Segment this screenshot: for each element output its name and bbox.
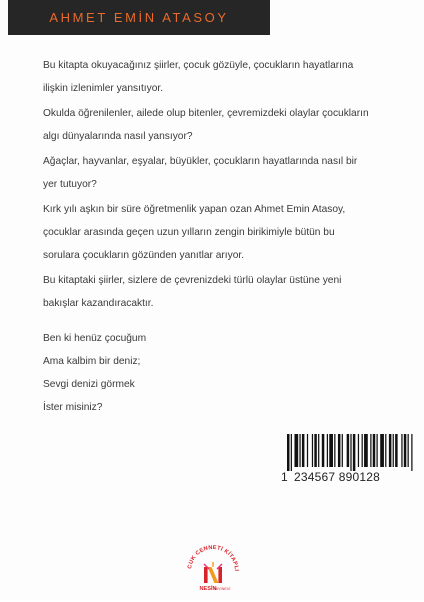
paragraph: Kırk yılı aşkın bir süre öğretmenlik yapan ozan Ahmet Emin Atasoy, çocuklar arasında geçen uzun yılların zengin birikimiyle bütün bu sorulara çocukların gözünden yanıtlar arıyor. — [43, 204, 346, 261]
barcode-bar — [287, 434, 289, 471]
barcode-bar — [302, 434, 304, 467]
publisher-logo — [183, 537, 243, 597]
logo-bar — [204, 567, 208, 583]
barcode-bar — [294, 434, 298, 467]
barcode-bar — [373, 434, 375, 467]
paragraph: Bu kitapta okuyacağınız şiirler, çocuk gözüyle, çocukların hayatlarına ilişkin izlenimler yansıtıyor. — [43, 60, 354, 94]
barcode-bar — [362, 434, 363, 467]
nesin-logo-icon — [183, 537, 243, 597]
barcode-bar — [338, 434, 340, 467]
barcode-bar — [291, 434, 292, 471]
barcode — [283, 434, 415, 484]
barcode-bar — [376, 434, 377, 467]
paragraph: Okulda öğrenilenler, ailede olup bitenler, çevremizdeki olaylar çocukların algı dünyalarında nasıl yansıyor? — [43, 108, 369, 142]
poem-line: Sevgi denizi görmek — [43, 379, 135, 390]
logo-bar — [218, 567, 222, 583]
barcode-bar — [364, 434, 368, 467]
barcode-bar — [389, 434, 391, 467]
logo-diagonal — [208, 567, 219, 583]
barcode-bar — [329, 434, 333, 467]
barcode-bar — [358, 434, 359, 467]
barcode-bar — [411, 434, 412, 471]
publisher-suffix: YAYINEVİ — [213, 587, 231, 591]
barcode-bar — [322, 434, 324, 467]
barcode-bar — [307, 434, 308, 467]
barcode-bar — [350, 434, 351, 471]
barcode-bar — [347, 434, 349, 467]
description-text — [43, 54, 373, 317]
barcode-bar — [401, 434, 402, 467]
publisher-name: NESİN — [199, 586, 217, 592]
barcode-bar — [408, 434, 409, 467]
barcode-bar — [370, 434, 371, 467]
barcode-bar — [312, 434, 313, 467]
poem-line: Ben ki henüz çocuğum — [43, 333, 147, 344]
barcode-bar — [353, 434, 355, 471]
paragraph: Bu kitaptaki şiirler, sizlere de çevrenizdeki türlü olaylar üstüne yeni bakışlar kazandıracaktır. — [43, 275, 342, 309]
poem-line: İster misiniz? — [43, 402, 103, 413]
barcode-bar — [334, 434, 335, 467]
publisher-series-text — [183, 537, 239, 572]
author-name: AHMET EMİN ATASOY — [49, 10, 229, 25]
barcode-bars — [287, 434, 415, 471]
barcode-bar — [393, 434, 394, 467]
barcode-bar — [395, 434, 397, 467]
barcode-bar — [314, 434, 316, 467]
barcode-number: 234567 890128 — [294, 470, 381, 484]
barcode-bar — [385, 434, 386, 467]
poem-line: Ama kalbim bir deniz; — [43, 356, 141, 367]
barcode-bar — [380, 434, 384, 467]
barcode-bar — [299, 434, 300, 467]
barcode-bar — [342, 434, 343, 467]
author-banner — [8, 0, 270, 35]
barcode-bar — [318, 434, 319, 467]
publisher-series-arc: CUK CENNETİ KİTAPLI — [187, 544, 240, 572]
barcode-bar — [327, 434, 328, 467]
paragraph: Ağaçlar, hayvanlar, eşyalar, büyükler, çocukların hayatlarında nasıl bir yer tutuyor? — [43, 156, 358, 190]
barcode-bar — [404, 434, 406, 467]
poem-excerpt — [43, 327, 243, 419]
barcode-first-digit: 1 — [281, 470, 288, 484]
